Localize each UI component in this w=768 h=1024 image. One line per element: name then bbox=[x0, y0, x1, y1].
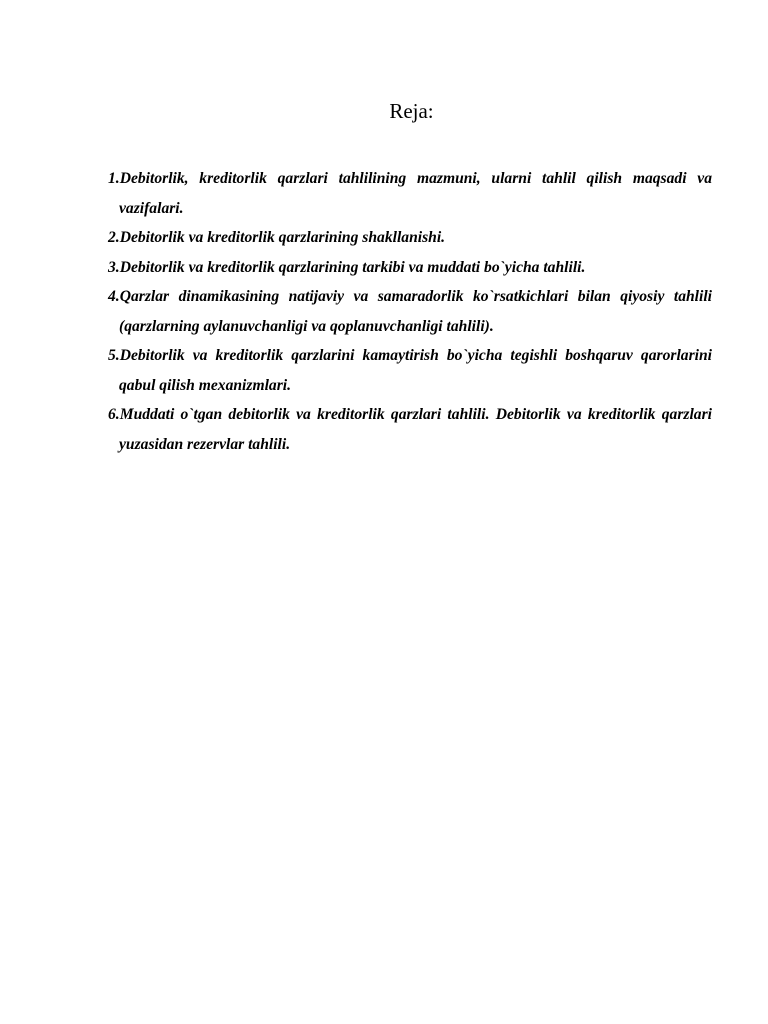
plan-item-5 bbox=[108, 341, 712, 400]
plan-item-number: 6. bbox=[108, 406, 120, 423]
plan-item-text: Debitorlik va kreditorlik qarzlarining tarkibi va muddati bo`yicha tahlili. bbox=[119, 258, 586, 276]
plan-item-text: Muddati o`tgan debitorlik va kreditorlik qarzlari tahlili. Debitorlik va kreditorlik qarzlari yuzasidan rezervlar tahlili. bbox=[119, 406, 712, 453]
plan-item-number: 4. bbox=[108, 288, 120, 305]
plan-item-text: Debitorlik va kreditorlik qarzlarining shakllanishi. bbox=[119, 229, 446, 246]
plan-item-number: 2. bbox=[108, 229, 120, 246]
plan-list bbox=[108, 164, 712, 459]
plan-item-number: 3. bbox=[108, 258, 120, 276]
plan-item-number: 1. bbox=[108, 170, 120, 187]
page-title: Reja: bbox=[389, 99, 434, 123]
plan-item-number: 5. bbox=[108, 347, 120, 364]
plan-item-text: Debitorlik va kreditorlik qarzlarini kamaytirish bo`yicha tegishli boshqaruv qarorlarini qabul qilish mexanizmlari. bbox=[119, 347, 712, 394]
plan-item-1 bbox=[108, 164, 712, 223]
plan-item-3 bbox=[108, 253, 712, 283]
plan-item-2 bbox=[108, 223, 712, 253]
plan-item-6 bbox=[108, 400, 712, 459]
plan-item-text: Debitorlik, kreditorlik qarzlari tahlilining mazmuni, ularni tahlil qilish maqsadi va vazifalari. bbox=[119, 170, 712, 217]
plan-item-text: Qarzlar dinamikasining natijaviy va samaradorlik ko`rsatkichlari bilan qiyosiy tahlili (qarzlarning aylanuvchanligi va qoplanuvchanligi tahlili). bbox=[119, 288, 712, 335]
plan-item-4 bbox=[108, 282, 712, 341]
